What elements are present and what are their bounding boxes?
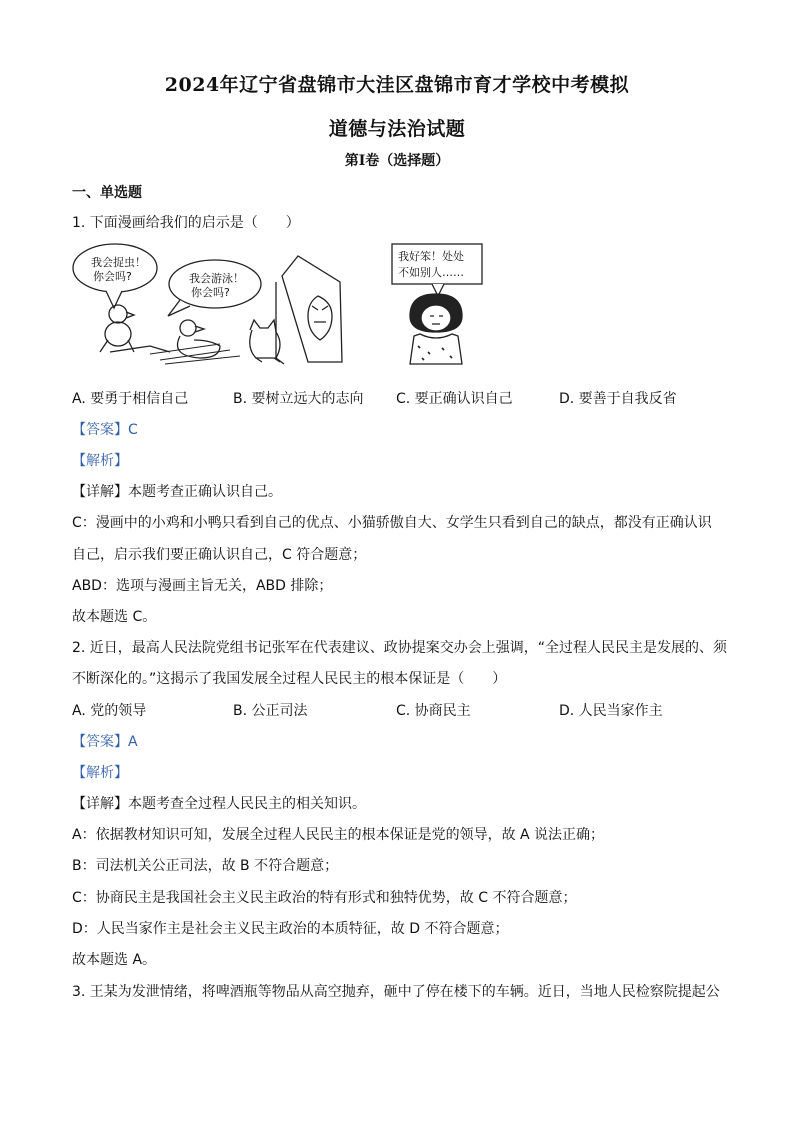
q2-option-c: C. 协商民主 (396, 703, 471, 719)
q1-answer: 【答案】C (72, 422, 138, 438)
bubble-duck-line2: 你会吗? (191, 286, 230, 299)
exam-title: 2024年辽宁省盘锦市大洼区盘锦市育才学校中考模拟 (164, 74, 630, 96)
bubble-chick-line2: 你会吗? (93, 270, 132, 283)
cat-mirror-figure (250, 256, 342, 364)
q2-detail-line: C：协商民主是我国社会主义民主政治的特有形式和独特优势，故 C 不符合题意； (72, 890, 577, 906)
bubble-girl-line2: 不如别人…… (398, 266, 464, 279)
q1-detail-line: 自己，启示我们要正确认识自己，C 符合题意； (72, 547, 367, 563)
q1-option-b: B. 要树立远大的志向 (233, 391, 364, 407)
duck-figure (150, 320, 240, 364)
q2-option-b: B. 公正司法 (233, 703, 308, 719)
question-2-stem-line: 2. 近日，最高人民法院党组书记张军在代表建议、政协提案交办会上强调，“全过程人民民主是发展的、须 (72, 640, 728, 656)
q2-detail-line: D：人民当家作主是社会主义民主政治的本质特征，故 D 不符合题意； (72, 921, 509, 937)
q2-analysis-label: 【解析】 (72, 765, 128, 781)
q1-option-d: D. 要善于自我反省 (559, 391, 677, 407)
comic-illustration (70, 236, 500, 366)
q1-detail-line: C：漫画中的小鸡和小鸭只看到自己的优点、小猫骄傲自大、女学生只看到自己的缺点，都没有正确认识 (72, 515, 712, 531)
q1-detail-line: ABD：选项与漫画主旨无关，ABD 排除； (72, 578, 333, 594)
q1-option-a: A. 要勇于相信自己 (72, 391, 189, 407)
question-2-stem-line: 不断深化的。”这揭示了我国发展全过程人民民主的根本保证是（ ） (72, 671, 507, 687)
q2-detail-line: 故本题选 A。 (72, 952, 157, 968)
volume-heading: 第Ⅰ卷（选择题） (344, 153, 450, 169)
bubble-chick-line1: 我会捉虫！ (91, 256, 146, 269)
q2-answer: 【答案】A (72, 734, 138, 750)
bubble-girl-line1: 我好笨！处处 (398, 250, 464, 263)
q2-detail-line: B：司法机关公正司法，故 B 不符合题意； (72, 858, 339, 874)
bubble-duck-line1: 我会游泳！ (189, 272, 244, 285)
q1-analysis-label: 【解析】 (72, 453, 128, 469)
q1-detail-line: 【详解】本题考查正确认识自己。 (72, 484, 282, 500)
exam-subject-title: 道德与法治试题 (328, 118, 466, 140)
chick-figure (100, 305, 170, 352)
q2-option-a: A. 党的领导 (72, 703, 147, 719)
q1-option-c: C. 要正确认识自己 (396, 391, 513, 407)
section-heading: 一、单选题 (72, 185, 142, 201)
question-1-stem: 1. 下面漫画给我们的启示是（ ） (72, 215, 300, 231)
q2-option-d: D. 人民当家作主 (559, 703, 663, 719)
q2-detail-line: 【详解】本题考查全过程人民民主的相关知识。 (72, 796, 366, 812)
girl-figure (410, 294, 462, 364)
q1-detail-line: 故本题选 C。 (72, 609, 157, 625)
question-3-stem-line: 3. 王某为发泄情绪，将啤酒瓶等物品从高空抛弃，砸中了停在楼下的车辆。近日，当地人民检察院提起公 (72, 984, 720, 1000)
q2-detail-line: A：依据教材知识可知，发展全过程人民民主的根本保证是党的领导，故 A 说法正确； (72, 827, 605, 843)
